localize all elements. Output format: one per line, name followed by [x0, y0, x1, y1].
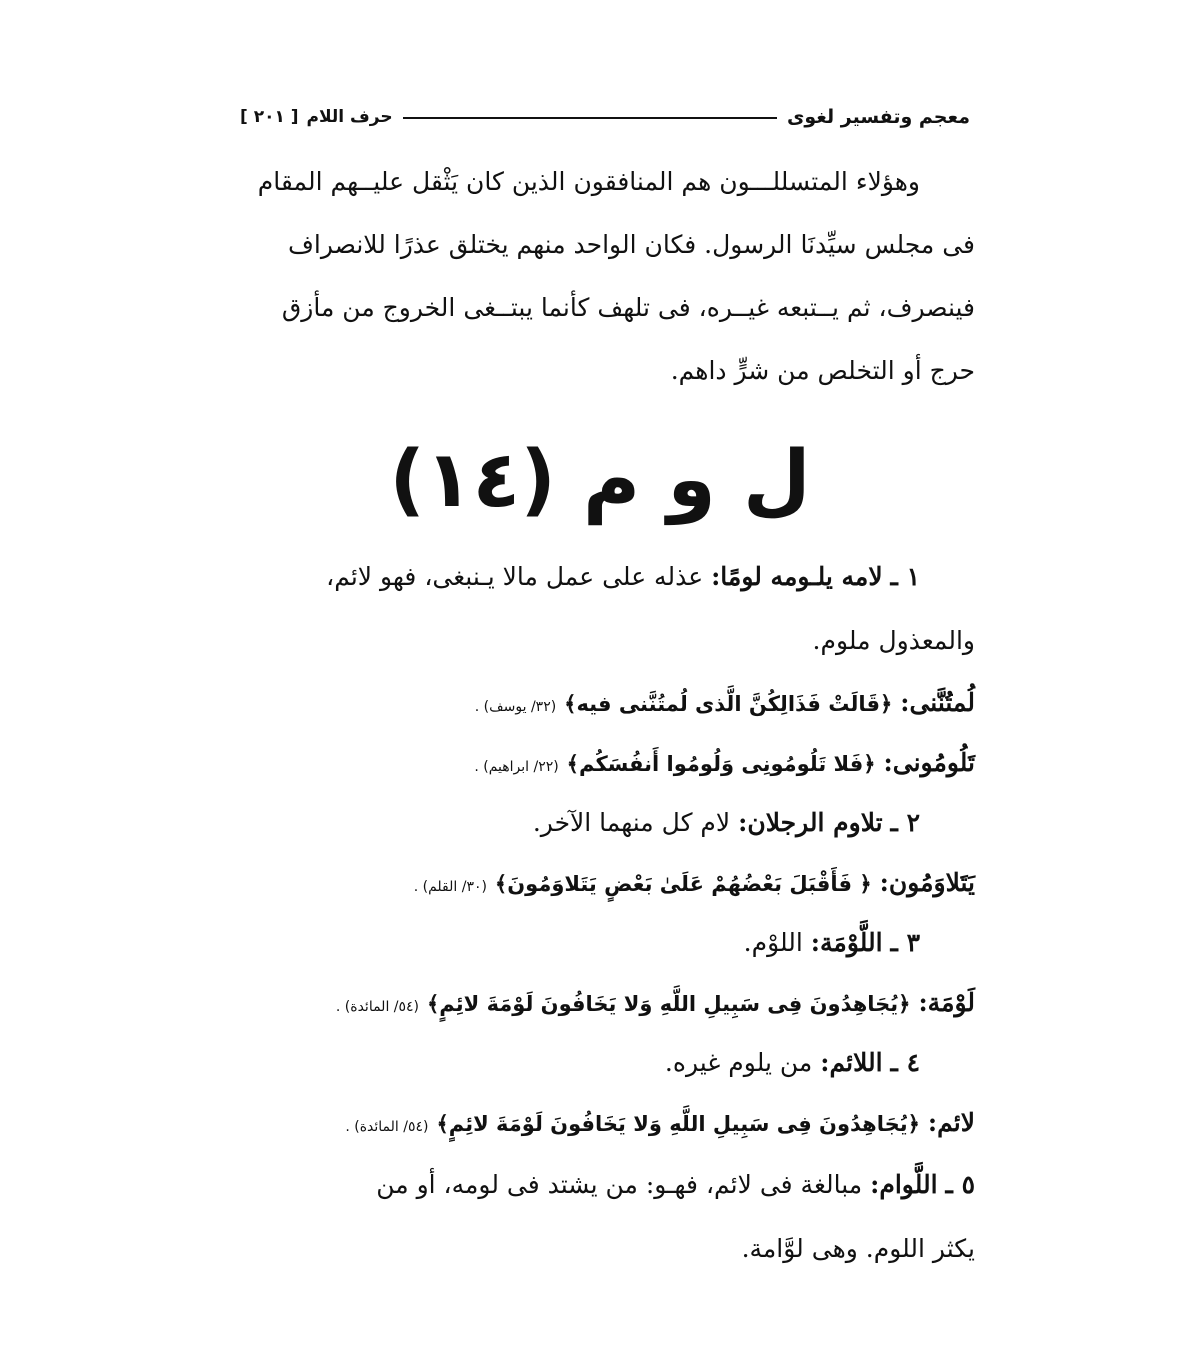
entry-1	[245, 545, 975, 609]
entry-number: ٢ ـ	[890, 808, 920, 837]
intro-line: وهؤلاء المتسللـــون هم المنافقون الذين كان يَثْقل عليــهم المقام	[257, 167, 920, 196]
entry-term: تلاوم الرجلان:	[738, 808, 883, 837]
citation-word: لائم:	[927, 1108, 975, 1137]
entry-number: ٤ ـ	[890, 1048, 920, 1077]
entry-definition: من يلوم غيره.	[664, 1048, 813, 1077]
root-heading: ل و م (١٤)	[389, 435, 811, 525]
entry-number: ٥ ـ	[945, 1170, 975, 1199]
verse-reference: (٥٤/ المائدة) .	[345, 1119, 429, 1135]
section-title: حرف اللام	[306, 107, 393, 127]
quran-citation	[245, 673, 975, 733]
verse-reference: (٢٢/ ابراهيم) .	[474, 759, 559, 775]
entry-term: لامه يلـومه لومًا:	[711, 562, 883, 591]
entry-4	[245, 1033, 975, 1093]
verse-reference: (٣٠/ القلم) .	[413, 879, 487, 895]
entry-2	[245, 793, 975, 853]
citation-word: لُمتُنَّنى:	[900, 688, 975, 717]
entry-number: ١ ـ	[890, 562, 920, 591]
entry-3	[245, 913, 975, 973]
entry-5-continued: يكثر اللوم. وهى لوَّامة.	[741, 1234, 975, 1263]
quran-verse: ﴿يُجَاهِدُونَ فِى سَبِيلِ اللَّهِ وَلا يَخَافُونَ لَوْمَةَ لائِمٍ﴾	[436, 1112, 920, 1136]
citation-word: يَتَلاوَمُون:	[879, 868, 975, 897]
entry-term: اللَّوْمَة:	[810, 928, 883, 957]
entry-definition: لام كل منهما الآخر.	[532, 808, 731, 837]
quran-verse: ﴿ فَأَقْبَلَ بَعْضُهُمْ عَلَىٰ بَعْضٍ يَتَلاوَمُونَ﴾	[494, 872, 872, 896]
entry-definition: اللوْم.	[743, 928, 803, 957]
book-title: معجم وتفسير لغوى	[786, 106, 970, 128]
entry-term: اللَّوام:	[870, 1170, 938, 1199]
entry-number: ٣ ـ	[890, 928, 920, 957]
quran-citation	[245, 733, 975, 793]
citation-word: لَوْمَة:	[918, 988, 975, 1017]
quran-verse: ﴿قَالَتْ فَذَالِكُنَّ الَّذى لُمتُنَّنى فيه﴾	[564, 692, 893, 716]
quran-citation	[245, 1093, 975, 1153]
running-header	[240, 100, 970, 134]
intro-line: فى مجلس سيِّدنَا الرسول. فكان الواحد منهم يختلق عذرًا للانصراف	[288, 230, 975, 259]
quran-verse: ﴿فَلا تَلُومُونِى وَلُومُوا أَنفُسَكُم﴾	[566, 752, 876, 776]
entry-definition: عذله على عمل مالا يـنبغى، فهو لائم،	[326, 562, 704, 591]
entry-1-continued: والمعذول ملوم.	[812, 626, 975, 655]
intro-line: حرج أو التخلص من شرٍّ داهم.	[670, 356, 975, 385]
entry-5	[245, 1153, 975, 1217]
page-number: [ ٢٠١ ]	[240, 107, 299, 127]
quran-citation	[245, 973, 975, 1033]
entry-definition: مبالغة فى لائم، فهـو: من يشتد فى لومه، أو من	[376, 1170, 863, 1199]
header-rule	[403, 117, 777, 119]
quran-citation	[245, 853, 975, 913]
intro-line: فينصرف، ثم يــتبعه غيــره، فى تلهف كأنما يبتــغى الخروج من مأزق	[281, 293, 975, 322]
citation-word: تَلُومُونى:	[883, 748, 975, 777]
entries-list	[245, 545, 975, 1281]
verse-reference: (٣٢/ يوسف) .	[474, 699, 557, 715]
entry-term: اللائم:	[820, 1048, 883, 1077]
quran-verse: ﴿يُجَاهِدُونَ فِى سَبِيلِ اللَّهِ وَلا يَخَافُونَ لَوْمَةَ لائِمٍ﴾	[426, 992, 911, 1016]
verse-reference: (٥٤/ المائدة) .	[335, 999, 420, 1015]
intro-paragraph	[245, 150, 975, 402]
